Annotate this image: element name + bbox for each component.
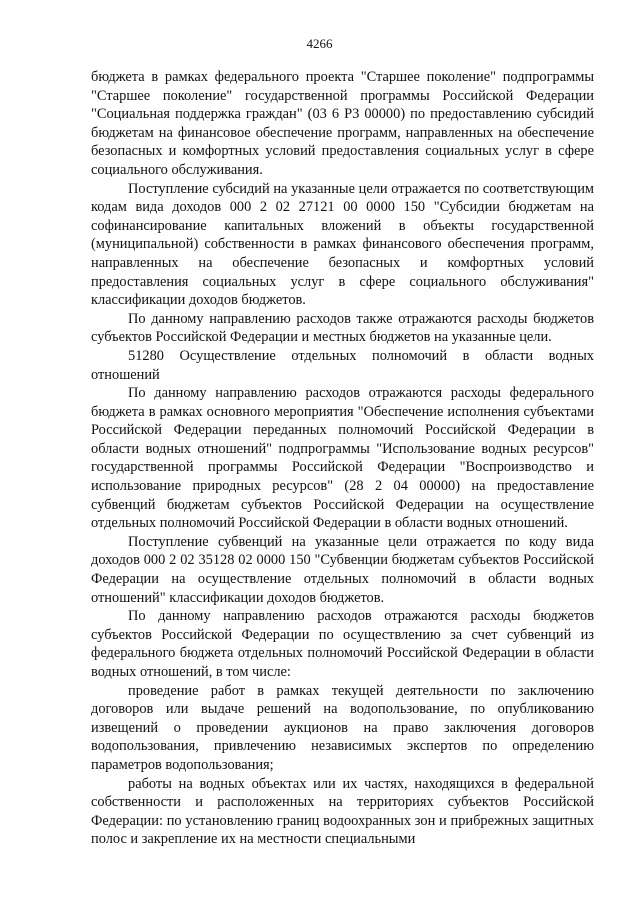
document-body (91, 68, 594, 849)
list-item: работы на водных объектах или их частях, находящихся в федеральной собственности и расположенных на территориях субъектов Российской Федерации: по установлению границ водоохранных зон и прибрежных защитных полос и закрепление их на местности специальными (91, 775, 594, 848)
paragraph: По данному направлению расходов также отражаются расходы бюджетов субъектов Российской Федерации и местных бюджетов на указанные цели. (91, 310, 594, 346)
page-number: 4266 (306, 36, 333, 51)
paragraph: бюджета в рамках федерального проекта "Старшее поколение" подпрограммы "Старшее поколение" государственной программы Российской Федерации "Социальная поддержка граждан" (03 6 P3 00000) по предоставлению субсидий бюджетам на финансовое обеспечение программ, направленных на обеспечение безопасных и комфортных условий предоставления социальных услуг в сфере социального обслуживания. (91, 69, 594, 178)
paragraph: По данному направлению расходов отражаются расходы бюджетов субъектов Российской Федерации по осуществлению за счет субвенций из федерального бюджета отдельных полномочий Российской Федерации в области водных отношений, в том числе: (91, 608, 594, 680)
paragraph: Поступление субсидий на указанные цели отражается по соответствующим кодам вида доходов 000 2 02 27121 00 0000 150 "Субсидии бюджетам на софинансирование капитальных вложений в объекты государственной (муниципальной) собственности в рамках финансового обеспечения программ, направленных на обеспечение безопасных и комфортных условий предоставления социальных услуг в сфере социального обслуживания" классификации доходов бюджетов. (91, 180, 594, 309)
section-heading: 51280 Осуществление отдельных полномочий в области водных отношений (91, 347, 594, 383)
list-item: проведение работ в рамках текущей деятельности по заключению договоров или выдаче решений на водопользование, по опубликованию извещений о проведении аукционов на право заключения договоров водопользования, привлечению независимых экспертов по определению параметров водопользования; (91, 682, 594, 773)
paragraph: По данному направлению расходов отражаются расходы федерального бюджета в рамках основного мероприятия "Обеспечение исполнения субъектами Российской Федерации переданных полномочий Российской Федерации в области водных отношений" подпрограммы "Использование водных ресурсов" государственной программы Российской Федерации "Воспроизводство и использование природных ресурсов" (28 2 04 00000) на предоставление субвенций бюджетам субъектов Российской Федерации на осуществление отдельных полномочий Российской Федерации в области водных отношений. (91, 385, 594, 532)
paragraph: Поступление субвенций на указанные цели отражается по коду вида доходов 000 2 02 35128 02 0000 150 "Субвенции бюджетам субъектов Российской Федерации на осуществление отдельных полномочий в области водных отношений" классификации доходов бюджетов. (91, 533, 594, 606)
